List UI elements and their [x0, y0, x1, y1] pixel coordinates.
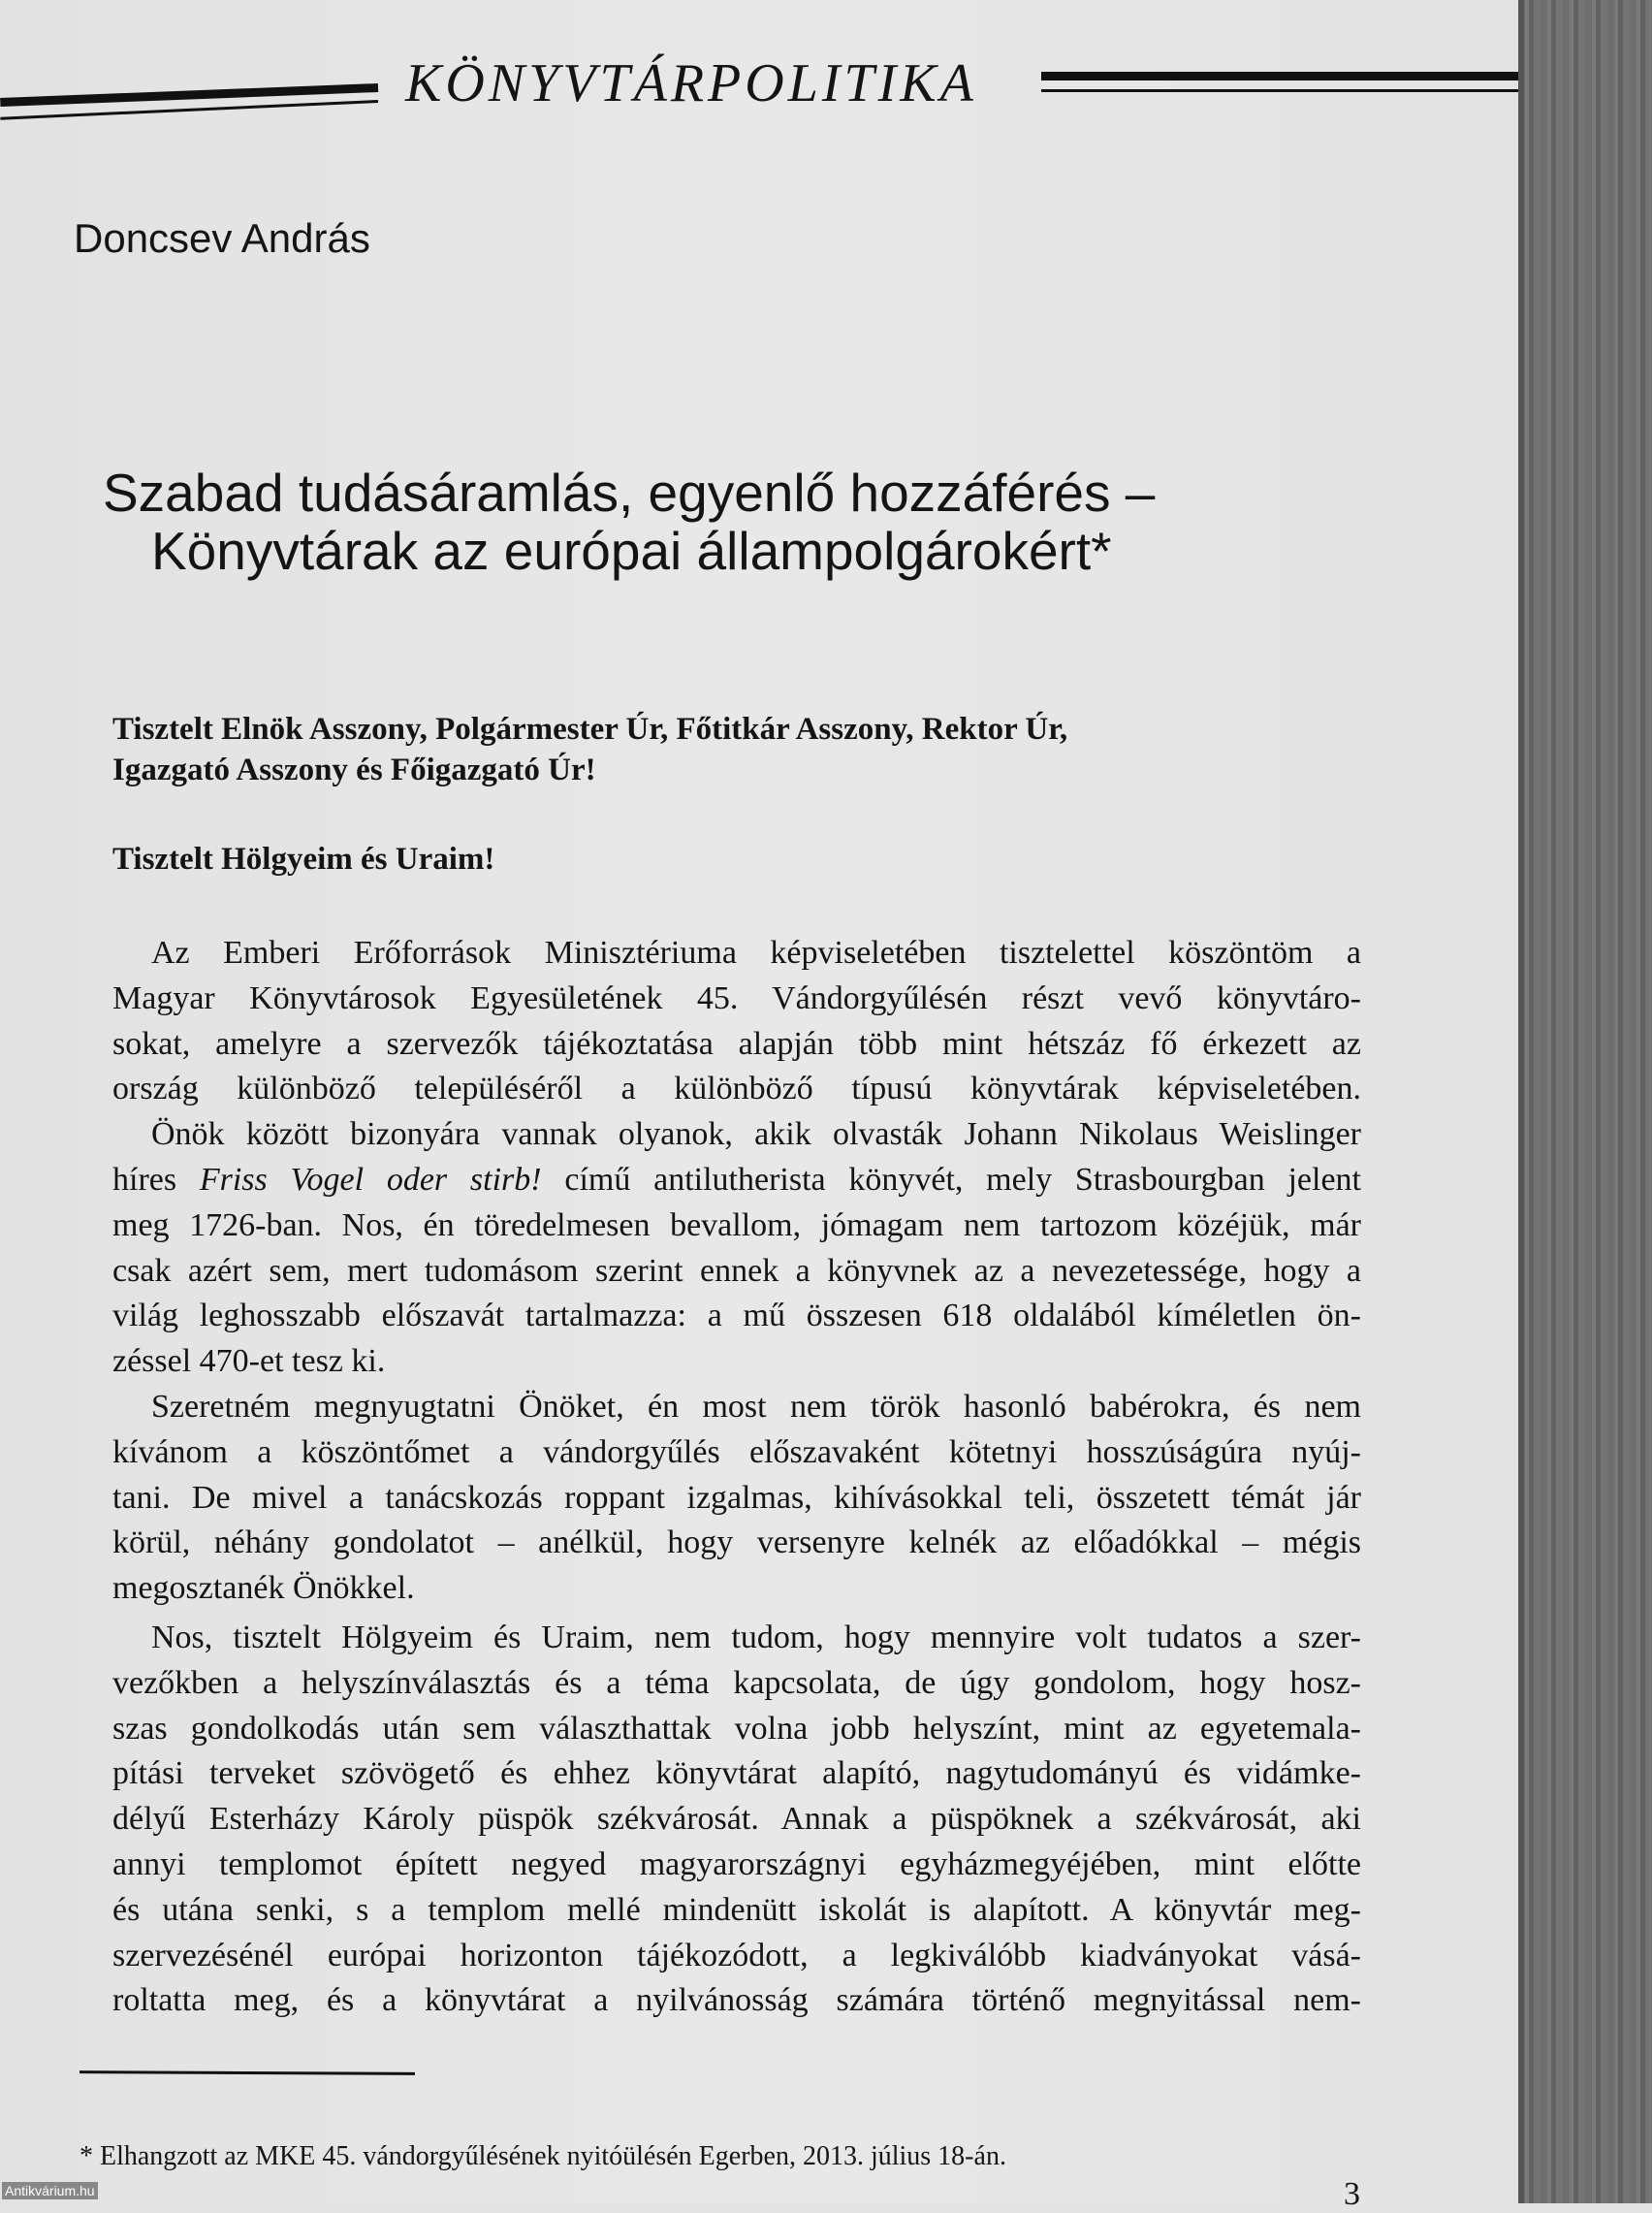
paragraph [112, 1112, 1361, 1385]
text-line: tani. De mivel a tanácskozás roppant izgalmas, kihívásokkal teli, összetett témát jár [112, 1479, 1361, 1516]
section-title: KÖNYVTÁRPOLITIKA [405, 53, 977, 113]
text-line: Szeretném megnyugtatni Önöket, én most nem török hasonló babérokra, és nem [151, 1388, 1361, 1425]
text-line: roltatta meg, és a könyvtárat a nyilvánosság számára történő megnyitással nem- [112, 1982, 1361, 2019]
page-number: 3 [1344, 2176, 1360, 2212]
text-line: Önök között bizonyára vannak olyanok, akik olvasták Johann Nikolaus Weislinger [151, 1116, 1361, 1153]
text-line: szas gondolkodás után sem választhattak volna jobb helyszínt, mint az egyetemala- [112, 1710, 1361, 1747]
salutation-line: Tisztelt Hölgyeim és Uraim! [112, 842, 495, 877]
text-line: Magyar Könyvtárosok Egyesületének 45. Vándorgyűlésén részt vevő könyvtáro- [112, 979, 1361, 1016]
text-line: Az Emberi Erőforrások Minisztériuma képviseletében tisztelettel köszöntöm a [151, 935, 1361, 971]
background-surface [1518, 0, 1652, 2203]
text-line [112, 1158, 1361, 1203]
text-line: sokat, amelyre a szervezők tájékoztatása alapján több mint hétszáz fő érkezett az [112, 1025, 1361, 1062]
paragraph [112, 1616, 1361, 2024]
text-line: pítási terveket szövögető és ehhez könyvtárat alapító, nagytudományú és vidámke- [112, 1755, 1361, 1792]
text-line: Nos, tisztelt Hölgyeim és Uraim, nem tudom, hogy mennyire volt tudatos a szer- [151, 1619, 1361, 1655]
salutation-line: Igazgató Asszony és Főigazgató Úr! [112, 753, 596, 787]
text-line: ország különböző településéről a különböző típusú könyvtárak képviseletében. [112, 1071, 1361, 1107]
text-line: csak azért sem, mert tudomásom szerint ennek a könyvnek az a nevezetessége, hogy a [112, 1252, 1361, 1289]
header-rule [1041, 89, 1518, 92]
text-line: körül, néhány gondolatot – anélkül, hogy versenyre kelnék az előadókkal – mégis [112, 1524, 1361, 1561]
text-line: vezőkben a helyszínválasztás és a téma kapcsolata, de úgy gondolom, hogy hosz- [112, 1664, 1361, 1701]
text-line: szervezésénél európai horizonton tájékozódott, a legkiválóbb kiadványokat vásá- [112, 1937, 1361, 1973]
paragraph [112, 1385, 1361, 1612]
salutation-line: Tisztelt Elnök Asszony, Polgármester Úr, Főtitkár Asszony, Rektor Úr, [112, 712, 1068, 747]
text-line: annyi templomot épített negyed magyarországnyi egyházmegyéjében, mint előtte [112, 1845, 1361, 1882]
article-title-line: Szabad tudásáramlás, egyenlő hozzáférés – [103, 463, 1156, 523]
text-line: meg 1726-ban. Nos, én töredelmesen bevallom, jómagam nem tartozom közéjük, már [112, 1206, 1361, 1243]
text-line: zéssel 470-et tesz ki. [112, 1343, 386, 1380]
header-rule [1041, 72, 1518, 80]
text-line: megosztanék Önökkel. [112, 1570, 415, 1607]
paragraph [112, 931, 1361, 1112]
text: híres [112, 1161, 200, 1198]
article-title-line: Könyvtárak az európai állampolgárokért* [151, 521, 1112, 581]
text-line: délyű Esterházy Károly püspök székvárosát. Annak a püspöknek a székvárosát, aki [112, 1801, 1361, 1838]
book-title: Friss Vogel oder stirb! [199, 1161, 542, 1198]
article-body [112, 931, 1361, 2024]
text-line: kívánom a köszöntőmet a vándorgyűlés előszavaként kötetnyi hosszúságúra nyúj- [112, 1433, 1361, 1470]
footnote-rule [79, 2070, 415, 2075]
author-name: Doncsev András [74, 215, 370, 261]
text: című antilutherista könyvét, mely Strasbourgban jelent [541, 1161, 1361, 1198]
text-line: világ leghosszabb előszavát tartalmazza: a mű összesen 618 oldalából kíméletlen ön- [112, 1298, 1361, 1334]
watermark: Antikvárium.hu [2, 2182, 98, 2199]
text-line: és utána senki, s a templom mellé mindenütt iskolát is alapított. A könyvtár meg- [112, 1891, 1361, 1928]
footnote: * Elhangzott az MKE 45. vándorgyűlésének nyitóülésén Egerben, 2013. július 18-án. [79, 2141, 1006, 2171]
section-header [0, 48, 1518, 116]
